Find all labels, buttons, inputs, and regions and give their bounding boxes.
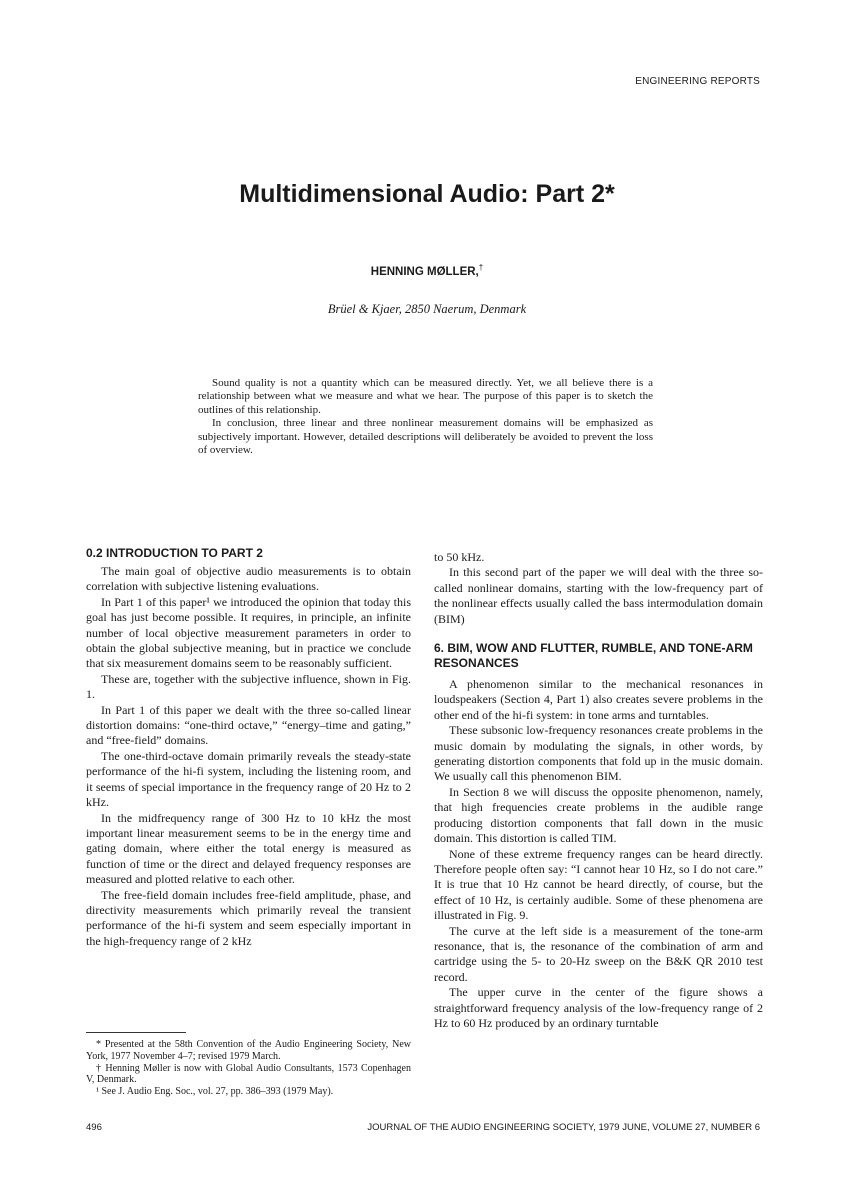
footnotes (86, 1032, 411, 1098)
body-paragraph: In the midfrequency range of 300 Hz to 10 kHz the most important linear measurement seems to be in the energy time and gating domain, where either the total energy is measured as function of time or the direct and delayed frequency responses are measured and plotted relative to each other. (86, 810, 411, 887)
page-number: 496 (86, 1122, 102, 1133)
running-head: ENGINEERING REPORTS (635, 76, 760, 87)
footnote: ¹ See J. Audio Eng. Soc., vol. 27, pp. 386–393 (1979 May). (96, 1086, 334, 1098)
journal-footer: JOURNAL OF THE AUDIO ENGINEERING SOCIETY, 1979 JUNE, VOLUME 27, NUMBER 6 (367, 1122, 760, 1133)
abstract-paragraph: In conclusion, three linear and three nonlinear measurement domains will be emphasized as subjectively important. However, detailed descriptions will deliberately be avoided to prevent the loss of overview. (198, 417, 653, 457)
body-paragraph: The upper curve in the center of the figure shows a straightforward frequency analysis of the low-frequency range of 2 Hz to 60 Hz produced by an ordinary turntable (434, 985, 763, 1030)
author-affiliation: Brüel & Kjaer, 2850 Naerum, Denmark (327, 302, 527, 316)
left-column (86, 546, 411, 949)
author-footnote-mark: † (478, 263, 484, 272)
body-paragraph: The curve at the left side is a measurement of the tone-arm resonance, that is, the resonance of the combination of arm and cartridge using the 5- to 20-Hz sweep on the B&K QR 2010 test record. (434, 923, 763, 984)
body-paragraph: In this second part of the paper we will deal with the three so-called nonlinear domains, starting with the low-frequency part of the nonlinear effects usually called the bass intermodulation domain (BIM) (434, 565, 763, 626)
page-title: Multidimensional Audio: Part 2* (239, 180, 615, 208)
body-paragraph: In Part 1 of this paper¹ we introduced the opinion that today this goal has just become possible. It requires, in principle, an infinite number of local objective measurement parameters in order to obtain the global subjective meaning, but in practice we conclude that six measurement domains seem to be reasonably sufficient. (86, 594, 411, 671)
section-heading-bim: 6. BIM, WOW AND FLUTTER, RUMBLE, AND TONE-ARM RESONANCES (434, 641, 753, 671)
abstract-paragraph: Sound quality is not a quantity which can be measured directly. Yet, we all believe there is a relationship between what we measure and what we hear. The purpose of this paper is to sketch the outlines of this relationship. (198, 377, 653, 416)
body-paragraph: The free-field domain includes free-field amplitude, phase, and directivity measurements which primarily reveal the transient performance of the hi-fi system and seem especially important in the high-frequency range of 2 kHz (86, 887, 411, 948)
body-paragraph: These subsonic low-frequency resonances create problems in the music domain by modulating the signals, in other words, by generating distortion components that fold up in the music domain. We usually call this phenomenon BIM. (434, 723, 763, 784)
author-name: HENNING MØLLER, (370, 265, 479, 278)
body-paragraph: None of these extreme frequency ranges can be heard directly. Therefore people often say: “I cannot hear 10 Hz, so I do not care.” It is true that 10 Hz cannot be heard directly, of course, but the effect of 10 Hz, is certainly audible. Some of these phenomena are illustrated in Fig. 9. (434, 846, 763, 923)
body-paragraph: In Section 8 we will discuss the opposite phenomenon, namely, that high frequencies create problems in the audible range producing distortion components that fall down in the music domain. This distortion is called TIM. (434, 784, 763, 846)
footnote-rule (86, 1032, 186, 1033)
footnote: † Henning Møller is now with Global Audio Consultants, 1573 Copenhagen V, Denmark. (86, 1062, 411, 1086)
body-paragraph: A phenomenon similar to the mechanical resonances in loudspeakers (Section 4, Part 1) also creates severe problems in the other end of the hi-fi system: in tone arms and turntables. (434, 677, 763, 722)
body-paragraph: The main goal of objective audio measurements is to obtain correlation with subjective listening evaluations. (86, 564, 411, 594)
author-line (0, 263, 854, 278)
body-paragraph-continuation: to 50 kHz. (434, 550, 485, 564)
body-paragraph: These are, together with the subjective influence, shown in Fig. 1. (86, 671, 411, 702)
abstract (198, 377, 653, 457)
body-paragraph: The one-third-octave domain primarily reveals the steady-state performance of the hi-fi system, including the listening room, and it seems of special importance in the frequency range of 20 Hz to 2 kHz. (86, 748, 411, 810)
right-column (434, 550, 763, 1031)
section-heading-intro: 0.2 INTRODUCTION TO PART 2 (86, 546, 263, 560)
footnote: * Presented at the 58th Convention of the Audio Engineering Society, New York, 1977 November 4–7; revised 1979 March. (86, 1039, 411, 1062)
body-paragraph: In Part 1 of this paper we dealt with the three so-called linear distortion domains: “one-third octave,” “energy–time and gating,” and “free-field” domains. (86, 702, 411, 748)
